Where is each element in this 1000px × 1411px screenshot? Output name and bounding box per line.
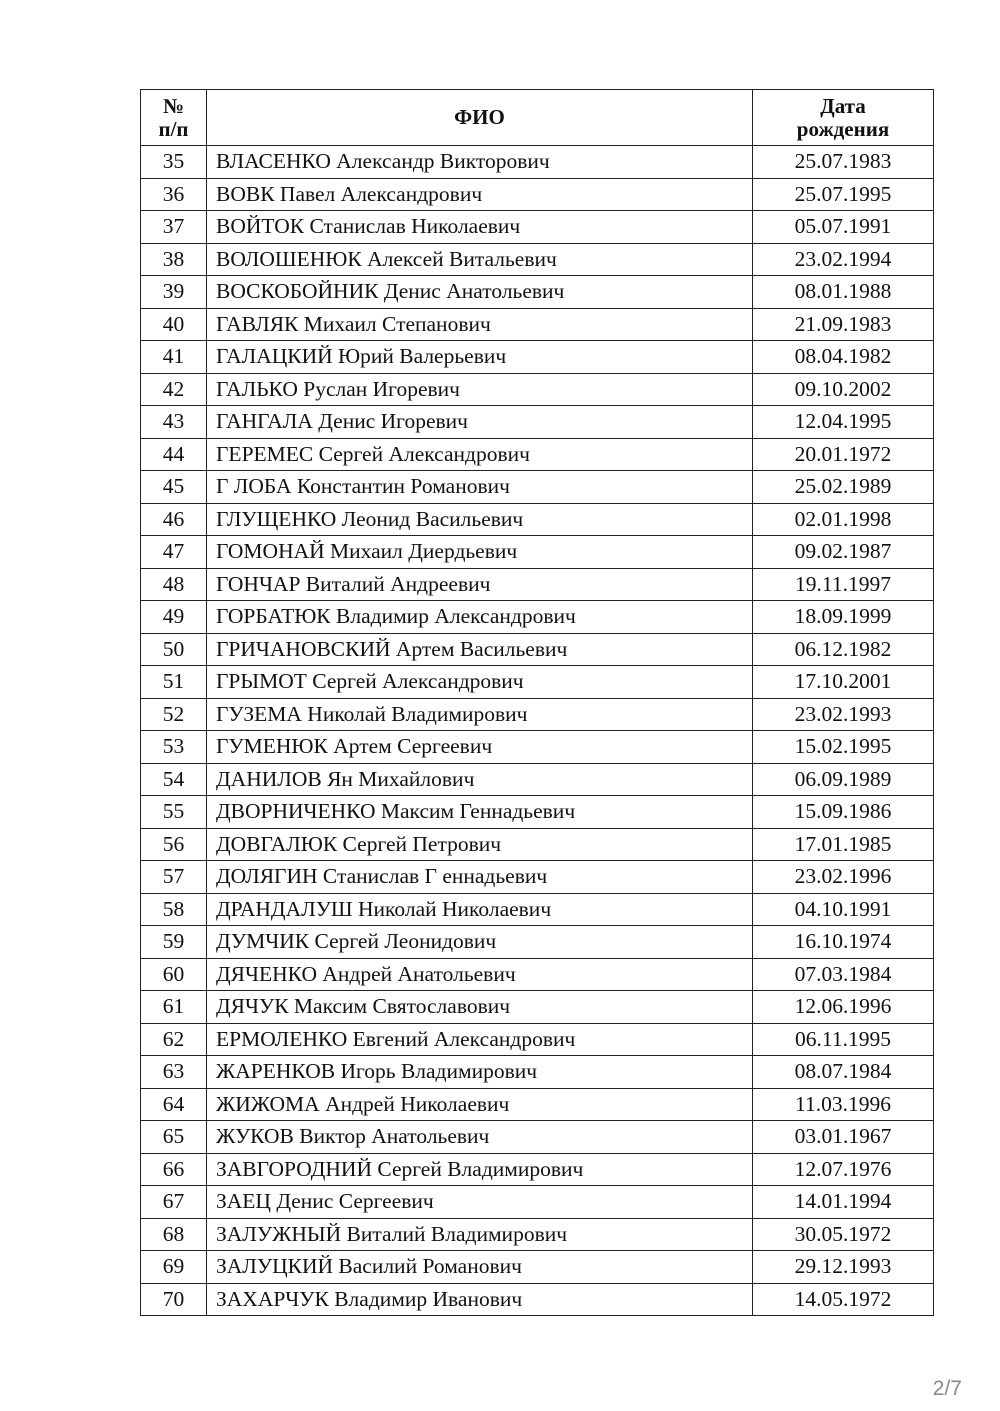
row-number: 51 <box>141 666 207 699</box>
row-number: 36 <box>141 178 207 211</box>
row-number: 54 <box>141 763 207 796</box>
row-birth-date: 11.03.1996 <box>753 1088 934 1121</box>
row-birth-date: 19.11.1997 <box>753 568 934 601</box>
row-full-name: Г ЛОБА Константин Романович <box>207 471 753 504</box>
table-row <box>141 763 934 796</box>
table-row <box>141 276 934 309</box>
row-number: 49 <box>141 601 207 634</box>
row-full-name: ЗАЕЦ Денис Сергеевич <box>207 1186 753 1219</box>
row-full-name: ГУМЕНЮК Артем Сергеевич <box>207 731 753 764</box>
table-row <box>141 178 934 211</box>
table-row <box>141 893 934 926</box>
row-birth-date: 04.10.1991 <box>753 893 934 926</box>
table-row <box>141 1218 934 1251</box>
row-full-name: ГРЫМОТ Сергей Александрович <box>207 666 753 699</box>
table-row <box>141 373 934 406</box>
row-number: 56 <box>141 828 207 861</box>
row-birth-date: 18.09.1999 <box>753 601 934 634</box>
row-birth-date: 09.10.2002 <box>753 373 934 406</box>
row-number: 59 <box>141 926 207 959</box>
row-full-name: ДУМЧИК Сергей Леонидович <box>207 926 753 959</box>
table-row <box>141 341 934 374</box>
table-row <box>141 1121 934 1154</box>
row-number: 61 <box>141 991 207 1024</box>
row-number: 62 <box>141 1023 207 1056</box>
header-birth-date: Дата рождения <box>753 90 934 146</box>
row-number: 40 <box>141 308 207 341</box>
row-full-name: ВЛАСЕНКО Александр Викторович <box>207 146 753 179</box>
row-birth-date: 09.02.1987 <box>753 536 934 569</box>
row-full-name: ВОЙТОК Станислав Николаевич <box>207 211 753 244</box>
row-number: 37 <box>141 211 207 244</box>
page-indicator: 2/7 <box>932 1377 962 1400</box>
header-number: № п/п <box>141 90 207 146</box>
row-full-name: ЗАЛУЦКИЙ Василий Романович <box>207 1251 753 1284</box>
row-full-name: ЗАХАРЧУК Владимир Иванович <box>207 1283 753 1316</box>
table-row <box>141 568 934 601</box>
row-full-name: ГОРБАТЮК Владимир Александрович <box>207 601 753 634</box>
row-birth-date: 12.06.1996 <box>753 991 934 1024</box>
row-number: 48 <box>141 568 207 601</box>
row-number: 58 <box>141 893 207 926</box>
row-number: 44 <box>141 438 207 471</box>
row-birth-date: 15.09.1986 <box>753 796 934 829</box>
row-full-name: ВОЛОШЕНЮК Алексей Витальевич <box>207 243 753 276</box>
row-full-name: ГАЛАЦКИЙ Юрий Валерьевич <box>207 341 753 374</box>
row-full-name: ЖАРЕНКОВ Игорь Владимирович <box>207 1056 753 1089</box>
row-birth-date: 06.11.1995 <box>753 1023 934 1056</box>
table-row <box>141 146 934 179</box>
table-row <box>141 1023 934 1056</box>
row-number: 67 <box>141 1186 207 1219</box>
table-row <box>141 828 934 861</box>
row-birth-date: 08.01.1988 <box>753 276 934 309</box>
table-row <box>141 1186 934 1219</box>
row-full-name: ДЯЧЕНКО Андрей Анатольевич <box>207 958 753 991</box>
row-birth-date: 08.04.1982 <box>753 341 934 374</box>
row-full-name: ДРАНДАЛУШ Николай Николаевич <box>207 893 753 926</box>
table-row <box>141 471 934 504</box>
row-number: 50 <box>141 633 207 666</box>
table-row <box>141 991 934 1024</box>
table-row <box>141 406 934 439</box>
row-full-name: ВОСКОБОЙНИК Денис Анатольевич <box>207 276 753 309</box>
row-number: 53 <box>141 731 207 764</box>
row-number: 55 <box>141 796 207 829</box>
row-birth-date: 14.05.1972 <box>753 1283 934 1316</box>
row-full-name: ЖИЖОМА Андрей Николаевич <box>207 1088 753 1121</box>
table-row <box>141 211 934 244</box>
row-birth-date: 23.02.1994 <box>753 243 934 276</box>
row-birth-date: 07.03.1984 <box>753 958 934 991</box>
persons-table <box>140 89 934 1316</box>
row-full-name: ГРИЧАНОВСКИЙ Артем Васильевич <box>207 633 753 666</box>
row-full-name: ГАЛЬКО Руслан Игоревич <box>207 373 753 406</box>
row-birth-date: 08.07.1984 <box>753 1056 934 1089</box>
table-row <box>141 926 934 959</box>
row-number: 65 <box>141 1121 207 1154</box>
table-row <box>141 438 934 471</box>
table-header <box>141 90 934 146</box>
table-row <box>141 796 934 829</box>
row-birth-date: 06.09.1989 <box>753 763 934 796</box>
table-row <box>141 666 934 699</box>
row-number: 46 <box>141 503 207 536</box>
row-full-name: ЗАВГОРОДНИЙ Сергей Владимирович <box>207 1153 753 1186</box>
row-number: 60 <box>141 958 207 991</box>
row-full-name: ЕРМОЛЕНКО Евгений Александрович <box>207 1023 753 1056</box>
table-row <box>141 698 934 731</box>
table-row <box>141 1056 934 1089</box>
table-row <box>141 1088 934 1121</box>
table-row <box>141 601 934 634</box>
row-full-name: ГАВЛЯК Михаил Степанович <box>207 308 753 341</box>
header-full-name: ФИО <box>207 90 753 146</box>
table-row <box>141 633 934 666</box>
table-row <box>141 958 934 991</box>
row-birth-date: 16.10.1974 <box>753 926 934 959</box>
row-full-name: ДЯЧУК Максим Святославович <box>207 991 753 1024</box>
row-number: 52 <box>141 698 207 731</box>
row-birth-date: 05.07.1991 <box>753 211 934 244</box>
table-row <box>141 243 934 276</box>
row-number: 41 <box>141 341 207 374</box>
row-number: 66 <box>141 1153 207 1186</box>
table-row <box>141 731 934 764</box>
row-full-name: ГЛУЩЕНКО Леонид Васильевич <box>207 503 753 536</box>
row-number: 38 <box>141 243 207 276</box>
row-birth-date: 23.02.1996 <box>753 861 934 894</box>
row-birth-date: 23.02.1993 <box>753 698 934 731</box>
row-birth-date: 29.12.1993 <box>753 1251 934 1284</box>
row-full-name: ДОВГАЛЮК Сергей Петрович <box>207 828 753 861</box>
row-full-name: ДОЛЯГИН Станислав Г еннадьевич <box>207 861 753 894</box>
row-birth-date: 20.01.1972 <box>753 438 934 471</box>
row-birth-date: 25.02.1989 <box>753 471 934 504</box>
row-full-name: ГЕРЕМЕС Сергей Александрович <box>207 438 753 471</box>
row-birth-date: 06.12.1982 <box>753 633 934 666</box>
row-full-name: ГАНГАЛА Денис Игоревич <box>207 406 753 439</box>
table-row <box>141 503 934 536</box>
row-number: 70 <box>141 1283 207 1316</box>
row-full-name: ВОВК Павел Александрович <box>207 178 753 211</box>
row-birth-date: 15.02.1995 <box>753 731 934 764</box>
row-number: 35 <box>141 146 207 179</box>
row-number: 57 <box>141 861 207 894</box>
row-birth-date: 25.07.1983 <box>753 146 934 179</box>
table-row <box>141 536 934 569</box>
row-birth-date: 25.07.1995 <box>753 178 934 211</box>
row-birth-date: 02.01.1998 <box>753 503 934 536</box>
row-number: 63 <box>141 1056 207 1089</box>
row-full-name: ДВОРНИЧЕНКО Максим Геннадьевич <box>207 796 753 829</box>
row-number: 68 <box>141 1218 207 1251</box>
row-birth-date: 12.07.1976 <box>753 1153 934 1186</box>
table-body <box>141 146 934 1316</box>
table-row <box>141 1251 934 1284</box>
row-full-name: ЗАЛУЖНЫЙ Виталий Владимирович <box>207 1218 753 1251</box>
row-full-name: ЖУКОВ Виктор Анатольевич <box>207 1121 753 1154</box>
row-number: 64 <box>141 1088 207 1121</box>
row-birth-date: 14.01.1994 <box>753 1186 934 1219</box>
table-row <box>141 1153 934 1186</box>
table-row <box>141 308 934 341</box>
row-number: 39 <box>141 276 207 309</box>
row-number: 42 <box>141 373 207 406</box>
table-row <box>141 861 934 894</box>
table-row <box>141 1283 934 1316</box>
row-birth-date: 30.05.1972 <box>753 1218 934 1251</box>
row-number: 47 <box>141 536 207 569</box>
row-number: 45 <box>141 471 207 504</box>
row-full-name: ДАНИЛОВ Ян Михайлович <box>207 763 753 796</box>
row-full-name: ГОМОНАЙ Михаил Диердьевич <box>207 536 753 569</box>
row-birth-date: 03.01.1967 <box>753 1121 934 1154</box>
row-number: 43 <box>141 406 207 439</box>
row-number: 69 <box>141 1251 207 1284</box>
row-birth-date: 21.09.1983 <box>753 308 934 341</box>
row-full-name: ГОНЧАР Виталий Андреевич <box>207 568 753 601</box>
row-birth-date: 17.10.2001 <box>753 666 934 699</box>
row-full-name: ГУЗЕМА Николай Владимирович <box>207 698 753 731</box>
row-birth-date: 17.01.1985 <box>753 828 934 861</box>
header-row <box>141 90 934 146</box>
row-birth-date: 12.04.1995 <box>753 406 934 439</box>
